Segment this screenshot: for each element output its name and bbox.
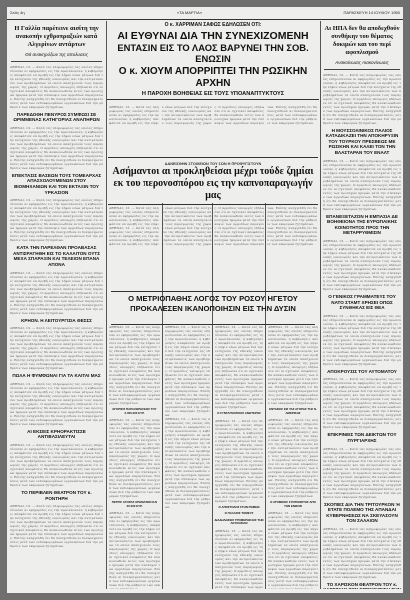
right-article-heading: Η ΜΟΥΣΣΟΛΙΝΙΚΟΣ ΠΑΛΙΟΣ ΚΑΤΑΔΙΚΑΖΕΙ ΤΗΝ ΑΠΟΚΗΡΥΞΙΝ ΤΟΥ ΤΟΥΡΚΟΥ ΠΡΕΣΒΕΩΣ ΜΕ ΡΩΣΙΚΗΝ ΚΑΙ ΚΑΛΕΙ ΤΟΝ ΤΗΝ ΒΛΑΣΤΑΡΑΝ ΤΟΥ ΕΝΑΛΤ: [325, 127, 399, 155]
article-text: ΑΘΗΝΑΙ, 13. — Κατά τας πληροφορίας τας οποίας εδημοσίευσαν αι εφημερίδες εις την πρωτεύουσαν, η κυβέρνησις απεφάσισε να προβή εις την λήψιν νέων μέτρων διά την ενίσχυσιν της εθνικής οικονομίας και την αντιμετώπισιν των προβλημάτων τα οποία απασχολούν τους παραγωγούς της χώρας. Ο αρμόδιος υπουργός εδήλωσεν ότι αι σχετικαί αποφάσεις θα ανακοινωθούν εντός των προσεχών ημερών μετά την σύσκεψιν των αρμοδίων παραγόντων. Επίσης ανηγγέλθη ότι θα συνεχισθούν αι διαπραγματεύσεις μετά των ενδιαφερομένων οργανώσεων διά την ρύθμισιν των εκκρεμών ζητημάτων.: [268, 418, 319, 499]
article-text: ΑΘΗΝΑΙ, 13. — Κατά τας πληροφορίας τας οποίας εδημοσίευσαν αι εφημερίδες εις την πρωτεύουσαν, η κυβέρνησις απεφάσισε να προβή εις την λήψιν νέων μέτρων διά την ενίσχυσιν της εθνικής οικονομίας και την αντιμετώπισιν των προβλημάτων τα οποία απασχολούν τους παραγωγούς της χώρας. Ο αρμόδιος υπουργός εδήλωσεν ότι αι σχετικαί αποφάσεις θα ανακοινωθούν εντός των προσεχών ημερών μετά την σύσκεψιν των αρμοδίων παραγόντων. Επίσης ανηγγέλθη ότι θα συνεχισθούν αι διαπραγματεύσεις μετά των ενδιαφερομένων οργανώσεων διά την ρύθμισιν των εκκρεμών ζητημάτων.: [165, 325, 210, 417]
column-rule: [320, 21, 321, 589]
article-text: ΑΘΗΝΑΙ, 13. — Κατά τας πληροφορίας τας οποίας εδημοσίευσαν αι εφημερίδες εις την πρωτεύουσαν, η κυβέρνησις απεφάσισε να προβή εις την λήψιν νέων μέτρων διά την ενίσχυσιν της εθνικής οικονομίας και την αντιμετώπισιν των προβλημάτων τα οποία απασχολούν τους παραγωγούς της χώρας. Ο αρμόδιος υπουργός εδήλωσεν ότι αι σχετικαί αποφάσεις θα ανακοινωθούν εντός των προσεχών ημερών μετά την σύσκεψιν των αρμοδίων παραγόντων. Επίσης ανηγγέλθη ότι θα συνεχισθούν αι διαπραγματεύσεις μετά των ενδιαφερομένων οργανώσεων διά την ρύθμισιν των εκκρεμών ζητημάτων.: [109, 105, 317, 125]
article-text: ΑΘΗΝΑΙ, 13. — Κατά τας πληροφορίας τας οποίας εδημοσίευσαν αι εφημερίδες εις την πρωτεύουσαν, η κυβέρνησις απεφάσισε να προβή εις την λήψιν νέων μέτρων διά την ενίσχυσιν της εθνικής οικονομίας και την αντιμετώπισιν των προβλημάτων τα οποία απασχολούν τους παραγωγούς της χώρας. Ο αρμόδιος υπουργός εδήλωσεν ότι αι σχετικαί αποφάσεις θα ανακοινωθούν εντός των προσεχών ημερών μετά την σύσκεψιν των αρμοδίων παραγόντων. Επίσης ανηγγέλθη ότι θα συνεχισθούν αι διαπραγματεύσεις μετά των ενδιαφερομένων οργανώσεων διά την ρύθμισιν των εκκρεμών ζητημάτων.: [323, 238, 401, 291]
article-text: ΑΘΗΝΑΙ, 13. — Κατά τας πληροφορίας τας οποίας εδημοσίευσαν αι εφημερίδες εις την πρωτεύουσαν, η κυβέρνησις απεφάσισε να προβή εις την λήψιν νέων μέτρων διά την ενίσχυσιν της εθνικής οικονομίας και την αντιμετώπισιν των προβλημάτων τα οποία απασχολούν τους παραγωγούς της χώρας. Ο αρμόδιος υπουργός εδήλωσεν ότι αι σχετικαί αποφάσεις θα ανακοινωθούν εντός των προσεχών ημερών μετά την σύσκεψιν των αρμοδίων παραγόντων. Επίσης ανηγγέλθη ότι θα συνεχισθούν αι διαπραγματεύσεις μετά των ενδιαφερομένων οργανώσεων διά την ρύθμισιν των εκκρεμών ζητημάτων.: [268, 325, 319, 405]
right-article-heading: ΣΚΟΠΙΕΣ ΔΙΑ ΤΗΝ ΤΡΙΤΟΥΡΚΟΝ Ή ΕΤΑΤΕ ΠΟΛΕΜΟ ΤΗΣ ΑΠΑΝΔΑΙ ΚΥΒΕΡΝΗΣΕΩΣ ΝΑ ΣΚΕΥΑΣΟΥΝ ΤΟΝ ΣΑΛΑΙΟΝ: [324, 501, 400, 524]
article-text: ΑΘΗΝΑΙ, 13. — Κατά τας πληροφορίας τας οποίας εδημοσίευσαν αι εφημερίδες εις την πρωτεύουσαν, η κυβέρνησις απεφάσισε να προβή εις την λήψιν νέων μέτρων διά την ενίσχυσιν της εθνικής οικονομίας και την αντιμετώπισιν των προβλημάτων τα οποία απασχολούν τους παραγωγούς της χώρας. Ο αρμόδιος υπουργός εδήλωσεν ότι αι σχετικαί αποφάσεις θα ανακοινωθούν εντός των προσεχών ημερών μετά την σύσκεψιν των αρμοδίων παραγόντων. Επίσης ανηγγέλθη ότι θα συνεχισθούν αι διαπραγματεύσεις μετά των ενδιαφερομένων οργανώσεων διά την ρύθμισιν των εκκρεμών ζητημάτων.: [10, 504, 103, 549]
right-article-heading: ΕΠΙΚΡΙΝΕΙΣ ΤΩΝ ΔΕΙΚΤΩΝ ΤΟΥ ΠΥΡΓΙΑΡΧΗΣ: [327, 432, 397, 443]
left-column: [9, 21, 104, 589]
left-article-heading: ΕΠΕΚΤΑΣΙΣ ΒΑΣΕΩΝ ΤΟΥΣ ΤΟΜΕΑΡΧΑΣ ΑΠΑΣΧΟΛΟΥΜΕΝΩΝ ΣΤΟΥ ΒΙΟΜΗΧΑΝΙΩΝ ΚΑΙ ΤΟΝ ΕΚΤΑΞΙΝ ΤΟΥ ΥΡΚΑΣΙΟΝ: [11, 172, 102, 195]
newspaper-name: «ΤΑ ΜΑΡΤΙΑ»: [177, 10, 203, 15]
left-headline-sub: Θά ανακηρύξων της απολυσεις: [25, 52, 88, 57]
speech-headline-line2: ΠΡΟΚΑΛΕΣΕΝ ΙΚΑΝΟΠΟΙΗΣΙΝ ΕΙΣ ΤΗΝ ΔΥΣΙΝ: [130, 304, 296, 313]
main-subhead: Η ΠΑΡΟΧΗ ΒΟΗΘΕΙΑΣ ΕΙΣ ΤΟΥΣ ΥΠΟΑΝΑΠΤΥΚΤΟΥΣ: [107, 91, 319, 100]
column-rule: [106, 21, 107, 589]
article-text: ΑΘΗΝΑΙ, 13. — Κατά τας πληροφορίας τας οποίας εδημοσίευσαν αι εφημερίδες εις την πρωτεύουσαν, η κυβέρνησις απεφάσισε να προβή εις την λήψιν νέων μέτρων διά την ενίσχυσιν της εθνικής οικονομίας και την αντιμετώπισιν των προβλημάτων τα οποία απασχολούν τους παραγωγούς της χώρας. Ο αρμόδιος υπουργός εδήλωσεν ότι αι σχετικαί αποφάσεις θα ανακοινωθούν εντός των προσεχών ημερών μετά την σύσκεψιν των αρμοδίων παραγόντων. Επίσης ανηγγέλθη ότι θα συνεχισθούν αι διαπραγματεύσεις μετά των ενδιαφερομένων οργανώσεων διά την ρύθμισιν των εκκ: [109, 511, 160, 588]
column-heading: ΔΙΑΔΗΛΩΣΕΙΣ ΤΡΟΜΕΡΩΝ ΕΙΣ ΤΗΝ ΛΕΥΚΩΣΙΑΝ: [214, 517, 264, 526]
article-text: ΑΘΗΝΑΙ, 13. — Κατά τας πληροφορίας τας οποίας εδημοσίευσαν αι εφημερίδες εις την πρωτεύουσαν, η κυβέρνησις απεφάσισε να προβή εις την λήψιν νέων μέτρων διά την ενίσχυσιν της εθνικής οικονομίας και την αντιμετώπισιν των προβλημάτων τα οποία απασχολούν τους παραγωγούς της χώρας. Ο αρμόδιος υπουργός εδήλωσεν ότι αι σχετικαί αποφάσεις θα ανακοινωθούν εντός των προσεχών ημερών μετά την σύσκεψιν των αρμοδίων παραγόντων. Επίσης ανηγγέλθη ότι θα συνεχισθούν αι διαπραγματεύσεις μετά των ενδιαφερομένων οργανώσεων διά την ρύθμισιν των εκκρεμών ζητημάτων.: [10, 64, 103, 109]
column-heading: Ο ΠΑΛΑΙΟΣ ΤΟΜΕΥΣ: [224, 511, 254, 516]
box-kicker: ΔΑΝΕΙΣΘΗΝ ΣΤΟΙΧΕΙΩΝ ΤΟΥ ΣΩΝ Η ΠΡΟΦΥΓΙΣΤΟΥΝ: [164, 162, 262, 166]
lower-column-4: [267, 325, 319, 589]
main-headline-line3: Ο κ. ΧΙΟΥΜ ΑΠΟΡΡΙΠΤΕΙ ΤΗΝ ΡΩΣΙΚΗΝ ΑΡΧΗΝ: [118, 66, 308, 89]
speech-headline-line1: Ο ΜΕΤΡΙΟΠΑΘΗΣ ΛΟΓΟΣ ΤΟΥ ΡΟΣΟΥ ΗΓΕΤΟΥ: [128, 294, 298, 303]
lower-column-1: [108, 325, 161, 589]
article-text: ΑΘΗΝΑΙ, 13. — Κατά τας πληροφορίας τας οποίας εδημοσίευσαν αι εφημερίδες εις την πρωτεύουσαν, η κυβέρνησις απεφάσισε να προβή εις την λήψιν νέων μέτρων διά την ενίσχυσιν της εθνικής οικονομίας και την αντιμετώπισιν των προβλημάτων τα οποία απασχολούν τους παραγωγούς της χώρας. Ο αρμόδιος υπουργός εδήλωσεν ότι αι σχετικαί αποφάσεις θα ανακοινωθούν εντός των προσεχών ημερών μετά την σύσκεψιν των αρμοδίων παραγόντων. Επίσης ανηγγέλθη ότι θα συνεχισθούν αι διαπραγματεύσεις μετά των ενδιαφερομένων οργανώσεων διά την ρύθμισιν των εκκρεμών ζητημάτων.: [323, 446, 401, 499]
column-heading: ΕΝΤΑΣΕΙΣ ΕΙΣ ΤΑΣ ΑΓΟΡΑΣ ΤΗΣ Ν. ΑΜΕΡΙΚΗΣ: [269, 407, 317, 415]
right-article-heading: ΕΠΑΝΕΞΕΤΑΖΟΝ Η ΕΜΠΑΣΙΑ ΔΕ ΒΟΗΘΕΙΟΝΑ ΤΗΣ ΕΥΡΩΠΑΙΚΗΣ ΚΟΙΝΟΤΗΤΟΣ ΠΡΟΣ ΤΗΝ ΜΕΤΑΡΡΥΘΜΙΣΙΝ: [326, 213, 398, 236]
right-column: [322, 21, 402, 589]
article-text: ΑΘΗΝΑΙ, 13. — Κατά τας πληροφορίας τας οποίας εδημοσίευσαν αι εφημερίδες εις την πρωτεύουσαν, η κυβέρνησις απεφάσισε να προβή εις την λήψιν νέων μέτρων διά την ενίσχυσιν της εθνικής οικονομίας και την αντιμετώπισιν των προβλημάτων τα οποία απασχολούν τους παραγωγούς της χώρας. Ο αρμόδιος υπουργός εδήλωσεν ότι αι σχετικαί αποφάσεις θα ανακοινωθούν εντός των προσεχών ημερών μετά την σύσκεψιν των αρμοδίων παραγόντων. Επίσης ανηγγέλθη ότι θα συνεχισθούν αι διαπραγματεύσεις μετά των ενδιαφερομένων οργανώσεων διά την ρύθμισιν των εκκρεμών ζητημάτων.: [323, 526, 401, 579]
article-text: ΑΘΗΝΑΙ, 13. — Κατά τας πληροφορίας τας οποίας εδημοσίευσαν αι εφημερίδες εις την πρωτεύουσαν, η κυβέρνησις απεφάσισε να προβή εις την λήψιν νέων μέτρων διά την ενίσχυσιν της εθνικής οικονομίας και την αντιμετώπισιν των προβλημάτων τα οποία απασχολούν τους παραγωγούς της χώρας. Ο αρμόδιος υπουργός εδήλωσεν ότι αι σχετικαί αποφάσεις θα ανακοινωθούν εντός των προσεχών ημερών μετά την σύσκεψιν των αρμοδίων παραγόντων. Επίσης ανηγγέλθη ότι θα συνεχισθούν αι διαπραγματεύσεις μετά των ενδιαφερομένων οργανώσεων διά την ρύθμισιν των εκκρεμών ζητημάτων.: [109, 325, 160, 405]
lower-column-2: [164, 325, 211, 589]
article-text: ΑΘΗΝΑΙ, 13. — Κατά τας πληροφορίας τας οποίας εδημοσίευσαν αι εφημερίδες εις την πρωτεύουσαν, η κυβέρνησις απεφάσισε να προβή εις την λήψιν νέων μέτρων διά την ενίσχυσιν της εθνικής οικονομίας και την αντιμετώπισιν των προβλημάτων τα οποία απασχολούν τους παραγωγούς της χώρας. Ο αρμόδιος υπουργός εδήλωσεν ότι αι σχετικαί αποφάσεις θα ανακοινωθούν εντός των προσεχών ημερών μετά την σύσκεψιν των αρμοδίων παραγόντων. Επίσης ανηγγέλθη ότι θα συνεχισθούν αι διαπραγματεύσεις μετά των ενδιαφερομένων οργανώσεων διά την ρύθμισιν των εκκρεμών ζητημάτων.: [109, 206, 317, 226]
right-article-heading: ΑΠΟΚΡΟΥΣΙΣ ΤΟΥ ΑΥΤΟΜΑΤΟΥ: [327, 368, 397, 374]
box-subhead: [108, 204, 318, 205]
page-number: Σελίς 4η: [10, 10, 25, 15]
main-headline-block: [107, 19, 319, 100]
speech-headline-block: [111, 291, 315, 325]
left-article-heading: ΚΑΤΑ ΤΗΝ ΠΑΡΕΛΘΑΝ ΠΡΟΑΒΑΣΑΣ ΑΝΤΙΣΡΑΓΗΘΗ ΕΙΣ ΤΟ ΚΑΛΑΙΤΟΝ ΟΥΤΣ ΜΕΧΑ ΣΠΑΡΑΞΙΝ ΚΑΙ ΤΕΛΕΙΟΝ ΕΠΑΝΑ ΑΠΟΝΑ: [13, 245, 100, 267]
article-text: ΑΘΗΝΑΙ, 13. — Κατά τας πληροφορίας τας οποίας εδημοσίευσαν αι εφημερίδες εις την πρωτεύουσαν, η κυβέρνησις απεφάσισε να προβή εις την λήψιν νέων μέτρων διά την ενίσχυσιν της εθνικής οικονομίας και την αντιμετώπισιν των προβλημάτων τα οποία απασχολούν τους παραγωγούς της χώρας. Ο αρμόδιος υπουργός εδήλωσεν ότι αι σχετικαί αποφάσεις θα ανακοινωθούν εντός των προσεχών ημερών μετά την σύσκεψιν των αρμοδίων παραγόντων. Επίσης ανηγγέλθη ότι θα συνεχισθούν αι διαπραγματεύσεις μετά των ενδιαφερομένων οργανώσεων διά την ρύθμισιν των εκκρεμών ζητημάτων.: [10, 442, 103, 487]
article-text: ΑΘΗΝΑΙ, 13. — Κατά τας πληροφορίας τας οποίας εδημοσίευσαν αι εφημερίδες εις την πρωτεύουσαν, η κυβέρνησις απεφάσισε να προβή εις την λήψιν νέων μέτρων διά την ενίσχυσιν της εθνικής οικονομίας και την αντιμετώπισιν των προβλημάτων τα οποία απασχολούν τους παραγωγούς της χώρας. Ο αρμόδιος υπουργός εδήλωσεν ότι αι σχετικαί αποφάσεις θα ανακοινωθούν εντός των προσεχών ημερών μετά την σύσκεψιν των αρμοδίων παραγόντων. Επίσης ανηγγέλθη ότι θα συνεχισθούν αι διαπραγματεύσεις μετά των ενδιαφερομένων οργανώσεων διά την ρύθμισιν των εκκρεμών ζητημάτων.: [165, 417, 210, 509]
column-heading: Ο ΑΠΟΣΤΟΛΟΣ ΣΤΗΝ ΡΩΜΗΝ: [218, 504, 260, 509]
main-headline-line1: ΑΙ ΕΥΘΥΝΑΙ ΔΙΑ ΤΗΝ ΣΥΝΕΧΙΖΟΜΕΝΗ: [117, 30, 309, 42]
issue-date: ΠΑΡΑΣΚΕΥΗ 14 ΙΟΥΛΙΟΥ 1950: [343, 10, 400, 15]
article-text: ΑΘΗΝΑΙ, 13. — Κατά τας πληροφορίας τας οποίας εδημοσίευσαν αι εφημερίδες εις την πρωτεύουσαν, η κυβέρνησις απεφάσισε να προβή εις την λήψιν νέων μέτρων διά την ενίσχυσιν της εθνικής οικονομίας και την αντιμετώπισιν των προβλημάτων τα οποία απασχολούν τους παραγωγούς της χώρας. Ο αρμόδιος υπουργός εδήλωσεν ότι αι σχετικαί αποφάσεις θα ανακοινωθούν εντός των προσεχών ημερών μετά την σύσκεψιν των αρμοδίων παραγόντων. Επίσης ανηγγέλθη ότι θα συνεχισθούν αι διαπραγματεύσεις μετά των ενδιαφερομένων οργανώσεων διά την ρύθμισιν των εκκρεμών ζητημάτων.: [323, 72, 401, 125]
article-text: ΑΘΗΝΑΙ, 13. — Κατά τας πληροφορίας τας οποίας εδημοσίευσαν αι εφημερίδες εις την πρωτεύουσαν, η κυβέρνησις απεφάσισε να προβή εις την λήψιν νέων μέτρων διά την ενίσχυσιν της εθνικής οικονομίας και την αντιμετώπισιν των προβλημάτων τα οποία απασχολούν τους παραγωγούς της χώρας. Ο αρμόδιος υπουργός εδήλωσεν ότι αι σχετικαί αποφάσεις θα ανακοινωθούν εντός των προσεχών ημερών μετά την σύσκεψιν των αρμοδίων παραγόντων. Επίσης ανηγγέλθη ότι θα συνεχισθούν αι διαπραγματεύσεις μετά των ενδιαφερομένων οργανώσεων διά την ρύθμισιν των εκκρεμών ζητημάτων.: [10, 381, 103, 426]
column-heading: Ο ΣΥΝΤΑΓΜΑΤΙΚΟΣ ΑΝΩΤΕΡΟΣ: [217, 411, 261, 415]
right-article-heading: ΤΟ ΧΑΡΙΣΚΟΝ ΘΕΑΤΡΟΝ ΤΟΥ κ.: [326, 581, 398, 587]
article-text: ΑΘΗΝΑΙ, 13. — Κατά τας πληροφορίας τας οποίας εδημοσίευσαν αι εφημερίδες εις την πρωτεύουσαν, η κυβέρνησις απεφάσισε να προβή εις την λήψιν νέων μέτρων διά την ενίσχυσιν της εθνικής οικονομίας και την αντιμετώπισιν των προβλημάτων τα οποία απασχολούν τους παραγωγούς της χώρας. Ο αρμόδιος υπουργός εδήλωσεν ότι αι σχετικαί αποφάσεις θα ανακοινωθούν εντός των προσεχών ημερών μετά την σύσκεψιν των αρμοδίων παραγόντων. Επίσης ανηγγέλθη ότι θα συνεχισθούν αι διαπραγματεύσεις μετά των ενδιαφερομένων οργανώσεων διά την ρύθμισιν των εκκρεμών ζητημάτων.: [10, 198, 103, 243]
article-text: ΑΘΗΝΑΙ, 13. — Κατά τας πληροφορίας τας οποίας εδημοσίευσαν αι εφημερίδες εις την πρωτεύουσαν, η κυβέρνησις απεφάσισε να προβή εις την λήψιν νέων μέτρων διά την ενίσχυσιν της εθνικής οικονομίας και την αντιμετώπισιν των προβλημάτων τα οποία απασχολούν τους παραγωγούς της χώρας. Ο αρμόδιος υπουργός εδήλωσεν ότι αι σχετικαί αποφάσεις θα ανακοινωθούν εντός των προσεχών ημερών μετά την σύσκεψιν των αρμοδίων παραγόντων. Επίσης ανηγγέλθη ότι θα συνεχισθούν αι διαπραγματεύσεις μετά των ενδιαφερομένων οργανώσεων διά την ρύθμισιν των εκκρεμών ζητημάτων.: [215, 325, 264, 409]
article-text: ΑΘΗΝΑΙ, 13. — Κατά τας πληροφορίας τας οποίας εδημοσίευσαν αι εφημερίδες εις την πρωτεύουσαν, η κυβέρνησις απεφάσισε να προβή εις την λήψιν νέων μέτρων διά την ενίσχυσιν της εθνικής οικονομίας και την αντιμετώπισιν των προβλημάτων τα οποία απασχολούν τους παραγωγούς της χώρας. Ο αρμόδιος υπουργός εδήλωσεν ότι αι σχετικαί αποφάσεις θα ανακοινωθούν εντός των προσεχών ημερών μετά την σύσκεψιν των αρμοδίων παραγόντων. Επίσης ανηγγέλθη ότι θα συνεχισθούν αι διαπραγματεύσεις μετά των ενδιαφερομένων οργανώσεων διά την ρύθμισιν των εκκρεμών ζητημάτων.: [109, 418, 160, 499]
article-text: ΑΘΗΝΑΙ, 13. — Κατά τας πληροφορίας τας οποίας εδημοσίευσαν αι εφημερίδες εις την πρωτεύουσαν, η κυβέρνησις απεφάσισε να προβή εις την λήψιν νέων μέτρων διά την ενίσχυσιν της εθνικής οικονομίας και την αντιμετώπισιν των προβλημάτων τα οποία απασχολούν τους παραγωγούς της χώρας. Ο αρμόδιος υπουργός εδήλωσεν ότι αι σχετικαί αποφάσεις θα ανακοινωθούν εντός των προσεχών ημερών μετά την σύσκεψιν των αρμοδίων παραγόντων. Επίσης ανηγγέλθη ότι θα συνεχισθούν αι διαπραγματεύσεις μετά των ενδιαφερομένων οργανώσεων διά την ρύθμισι: [268, 511, 319, 588]
left-headline: Η Γαλλία παρέτεινε αισίτη την ανακοπήν εχθροπραξιών κατά Αλγερίνων αντάρτων: [14, 25, 99, 48]
lead-article: [108, 105, 318, 159]
box-headline-line1: Ασήμαντοι αι προκληθείσαι μέχρι τούδε ζημίαι: [112, 166, 314, 177]
column-heading: ΠΕΤΡΙΣ ΑΓΟΡΑΣ ΧΡΗΜΑΤΩΝ ΚΑΙ 20.000 ΕΥΡ.: [111, 500, 158, 508]
left-article-heading: ΠΩΛΑ Η ΦΥΜΦΩΝΑΙ ΓΙΑ ΤΑ ΚΑΙΤΑΙ ΜΑΣ: [12, 373, 101, 379]
newspaper-page: [7, 7, 403, 593]
article-text: ΑΘΗΝΑΙ, 13. — Κατά τας πληροφορίας τας οποίας εδημοσίευσαν αι εφημερίδες εις την πρωτεύουσαν, η κυβέρνησις απεφάσισε να προβή εις την λήψιν νέων μέτρων διά την ενίσχυσιν της εθνικής οικονομίας και την αντιμετώπισιν των προβλημάτων τα οποία απασχολούν τους παραγωγούς της χώρας. Ο αρμόδιος υπουργός εδήλωσεν ότι αι σχετικαί αποφάσεις θα ανακοινωθούν εντός των προσεχών ημερών μετά την σύσκεψιν των αρμοδίων παραγόντων. Επίσης ανηγγέλθη ότι θα συνεχισθούν αι διαπραγματεύσεις μετά των ενδιαφερομένων οργανώσεων διά την ρύθμισιν των εκκρεμών ζητημάτων.: [323, 377, 401, 430]
article-text: ΑΘΗΝΑΙ, 13. — Κατά τας πληροφορίας τας οποίας εδημοσίευσαν αι εφημερίδες εις την πρωτεύουσαν, η κυβέρνησις απεφάσισε να προβή εις την λήψιν νέων μέτρων διά την ενίσχυσιν της εθνικής οικονομίας και την αντιμετώπισιν των προβλημάτων τα οποία απασχολούν τους παραγωγούς της χώρας. Ο αρμόδιος υπουργός εδήλωσεν ότι αι σχετικαί αποφάσεις θα ανακοινωθούν εντός των προσεχών ημερών μετά την σύσκεψιν των αρμοδίων παραγόντων. Επίσης ανηγγέλθη ότι θα συνεχισθούν αι διαπραγματεύσεις μετά των ενδιαφερομένων οργανώσεων διά την ρύθμισιν των εκκρεμών ζητημάτων.: [10, 125, 103, 170]
left-article-heading: ΑΙ ΕΚΣΕΙΣ ΚΡΗΟΡΑΚΤΙΣΣΕ ΑΝΤΙΒΑΣΙΛΕΥΤΑΙ: [27, 428, 86, 440]
article-text: ΑΘΗΝΑΙ, 13. — Κατά τας πληροφορίας τας οποίας εδημοσίευσαν αι εφημερίδες εις την πρωτεύουσαν, η κυβέρνησις απεφάσισε να προβή εις την λήψιν νέων μέτρων διά την ενίσχυσιν της εθνικής οικονομίας και την αντιμετώπισιν των προβλημάτων τα οποία απασχολούν τους παραγωγούς της χώρας. Ο αρμόδιος υπουργός εδήλωσεν ότι αι σχετικαί αποφάσεις θα ανακοινωθούν εντός των προσεχών ημερών μετά την σύσκεψιν των αρμοδίων παραγόντων. Επίσης ανηγγέλθη ότι θα συνεχισθούν αι διαπραγματεύσεις μετά των ενδιαφερομένων οργανώσεων διά την ρύθμισιν των εκκρεμών ζητημάτων.: [215, 418, 264, 503]
article-text: ΑΘΗΝΑΙ, 13. — Κατά τας πληροφορίας τας οποίας εδημοσίευσαν αι εφημερίδες εις την πρωτεύουσαν, η κυβέρνησις απεφάσισε να προβή εις την λήψιν νέων μέτρων διά την ενίσχυσιν της εθνικής οικονομίας και την αντιμετώπισιν των προβλημάτων τα οποία απασχολούν τους παραγωγούς της χώρας. Ο αρμόδιος υπουργός εδήλωσεν ότι αι σχετικαί αποφάσεις θα ανακοινωθούν εντός των προσεχών ημερών μετά την σύσκεψιν των αρμοδίων παραγόντων. Επίσης ανηγγέλθη ότι θα συνεχισθούν αι διαπραγματεύσεις μετά των ενδιαφερομένων οργανώσεων διά την ρύθμισιν των εκκρεμών ζητημάτων.: [323, 158, 401, 211]
right-headline-sub: Ανακοίνωσις Αιακονίνωσις: [335, 60, 389, 65]
column-heading: ΕΓΚΡΙΣΙΣ ΠΑΡΑΧΩΡΗΣΕΩΣ ΤΟΥ 2.000.000 ΕΥΡ.: [112, 407, 157, 415]
article-text: ΑΘΗΝΑΙ, 13. — Κατά τας πληροφορίας τας οποίας εδημοσίευσαν αι εφημερίδες εις την πρωτεύουσαν, η κυβέρνησις απεφάσισε να προβή εις την λήψιν νέων μέτρων διά την ενίσχυσιν της εθνικής οικονομίας και την αντιμετώπισιν των προβλημάτων τα οποία απασχολούν τους παραγωγούς της χώρας. Ο αρμόδιος υπουργός εδήλωσεν ότι αι σχετικαί αποφάσεις θα ανακοινωθούν εντός των προσεχών ημερών μετά την σύσκεψιν των αρμο: [215, 528, 264, 589]
box-headline-line2: εκ του περονοσπόρου εις την καπνοπαραγωγήν μας: [113, 178, 313, 201]
right-headline: Αι ΗΠΑ δεν θα αποδεχθούν συνθήκην του θέματος δοκιμών και του περί αφοπλισμού: [324, 25, 400, 56]
left-article-heading: ΤΟ ΠΕΡΙΒΛΕΝ ΘΕΑΤΡΟΝ ΤΟΥ κ. ΡΟΝΤΗΡΗ: [21, 489, 92, 501]
lower-column-3: [214, 325, 264, 589]
tobacco-article: [108, 206, 318, 290]
main-headline-line2: ΕΝΤΑΣΙΝ ΕΙΣ ΤΟ ΛΑΟΣ ΒΑΡΥΝΕΙ ΤΗΝ ΣΟΒ. ΕΝΩΣΙΝ: [117, 42, 309, 64]
article-text: ΑΘΗΝΑΙ, 13. — Κατά τας πληροφορίας τας οποίας εδημοσίευσαν αι εφημερίδες εις την πρωτεύουσαν, η κυβέρνησις απεφάσισε να προβή εις την λήψιν νέων μέτρων διά την ενίσχυσιν της εθνικής οικονομίας και την αντιμετώπισιν των προβλημάτων τα οποία απασχολούν τους παραγωγούς της χώρας. Ο αρμόδιος υπουργός εδήλωσεν ότι αι σχετικαί αποφάσεις θα ανακοινωθούν εντός των προσεχών ημερών μετά την σύσκεψιν των αρμοδίων παραγόντων. Επίσης ανηγγέλθη ότι θα συνεχισθούν αι διαπραγματεύσεις μετά των ενδιαφερομένων οργανώσεων διά την ρύθμισιν των εκκρεμών ζητημάτων.: [109, 226, 317, 246]
left-article-heading: ΚΡΗΟΝ. Η ΛΕΙΤΟΥΡΓΙΣΙΑ ΘΕΣΣΣ: [21, 317, 92, 323]
article-text: ΑΘΗΝΑΙ, 13. — Κατά τας πληροφορίας τας οποίας εδημοσίευσαν αι εφημερίδες εις την πρωτεύουσαν, η κυβέρνησις απεφάσισε να προβή εις την λήψιν νέων μέτρων διά την ενίσχυσιν της εθνικής οικονομίας και την αντιμετώπισιν των προβλημάτων τα οποία απασχολούν τους παραγωγούς της χώρας. Ο αρμόδιος υπουργός εδήλωσεν ότι αι σχετικαί αποφάσεις θα ανακοινωθούν εντός των προσεχών ημερών μετά την σύσκεψιν των αρμοδίων παραγόντων. Επίσης ανηγγέλθη ότι θα συνεχισθούν αι διαπραγματεύσεις μετά των ενδιαφερομένων οργανώσεων διά την ρύθμισιν των εκκρεμών ζητημάτων.: [10, 270, 103, 315]
article-text: ΑΘΗΝΑΙ, 13. — Κατά τας πληροφορίας τας οποίας εδημοσίευσαν αι εφημερίδες εις την πρωτεύουσαν, η κυβέρνησις απεφάσισε να προβή εις την λήψιν νέων μέτρων διά την ενίσχυσιν της εθνικής οικονομίας και την αντιμετώπισιν των προβλημάτων τα οποία απασχολούν τους παραγωγούς της χώρας. Ο αρμόδιος υπουργός εδήλωσεν ότι αι σχετικαί αποφάσεις θα ανακοινωθούν εντός των προσεχών ημερών μετά την σύσκεψιν των αρμοδίων παραγόντων. Επίσης ανηγγέλθη ότι θα συνεχισθούν αι διαπραγματεύσεις μετά των ενδιαφερομένων οργανώσεων διά την ρύθμισιν των εκκρεμών ζητημάτων.: [10, 326, 103, 371]
tobacco-story-box: [108, 157, 318, 205]
left-article-heading: ΠΑΡΕΔΟΘΗ ΠΕΝΥΡΟΣ ΣΥΜΦΩΣΙ ΣΕ ΩΡΙΜΜΕΝΑΣ ΚΑΤΗΓΟΡΙΑΣ ΑΝΑΠΗΡΩΝ: [13, 111, 100, 123]
article-text: ΑΘΗΝΑΙ, 13. — Κατά τας πληροφορίας τας οποίας εδημοσίευσαν αι εφημερίδες εις την πρωτεύουσαν, η κυβέρνησις απεφάσισε να προβή εις την λήψιν νέων μέτρων διά την ενίσχυσιν της εθνικής οικονομίας και την αντιμετώπισιν των προβλημάτων τα οποία απασχολούν τους παραγωγούς της χώρας. Ο αρμόδιος υπουργός εδήλωσεν ότι αι σχετικαί αποφάσεις θα ανακοινωθούν εντός των προσεχών ημερών μετά την σύσκεψιν των αρμοδίων παραγόντων. Επίσης ανηγγέλθη ότι θα συνεχισθούν αι διαπραγματεύσεις μετά των ενδιαφερομένων οργανώσεων διά την ρύθμισιν των εκκρεμών ζητημάτων.: [323, 313, 401, 366]
right-article-heading: Ο ΓΕΝΙΚΟΣ ΓΡΑΜΜΑΤΕΥΣ ΤΟΥ ΝΑΤΟ ΣΤΑΜΤ ΧΡΗΣΕΙ ΟΠΩΣ ΣΥΝΘΗΚΑΣ ΕΙΣ ΘΕΑ: [328, 293, 396, 311]
column-heading: Ο ΑΤΟΜΙΚΟΣ ΣΥΝΤΟΝΙΣΤΗΣ ΑΠΟ ΤΗΝ ΕΝΩΣΙΝ: [270, 500, 316, 508]
headline-kicker: Ο κ. ΧΑΡΡΙΜΑΝ ΣΑΦΩΣ ΕΔΗΛΩΣΕΝ ΟΤΙ:: [164, 22, 262, 28]
